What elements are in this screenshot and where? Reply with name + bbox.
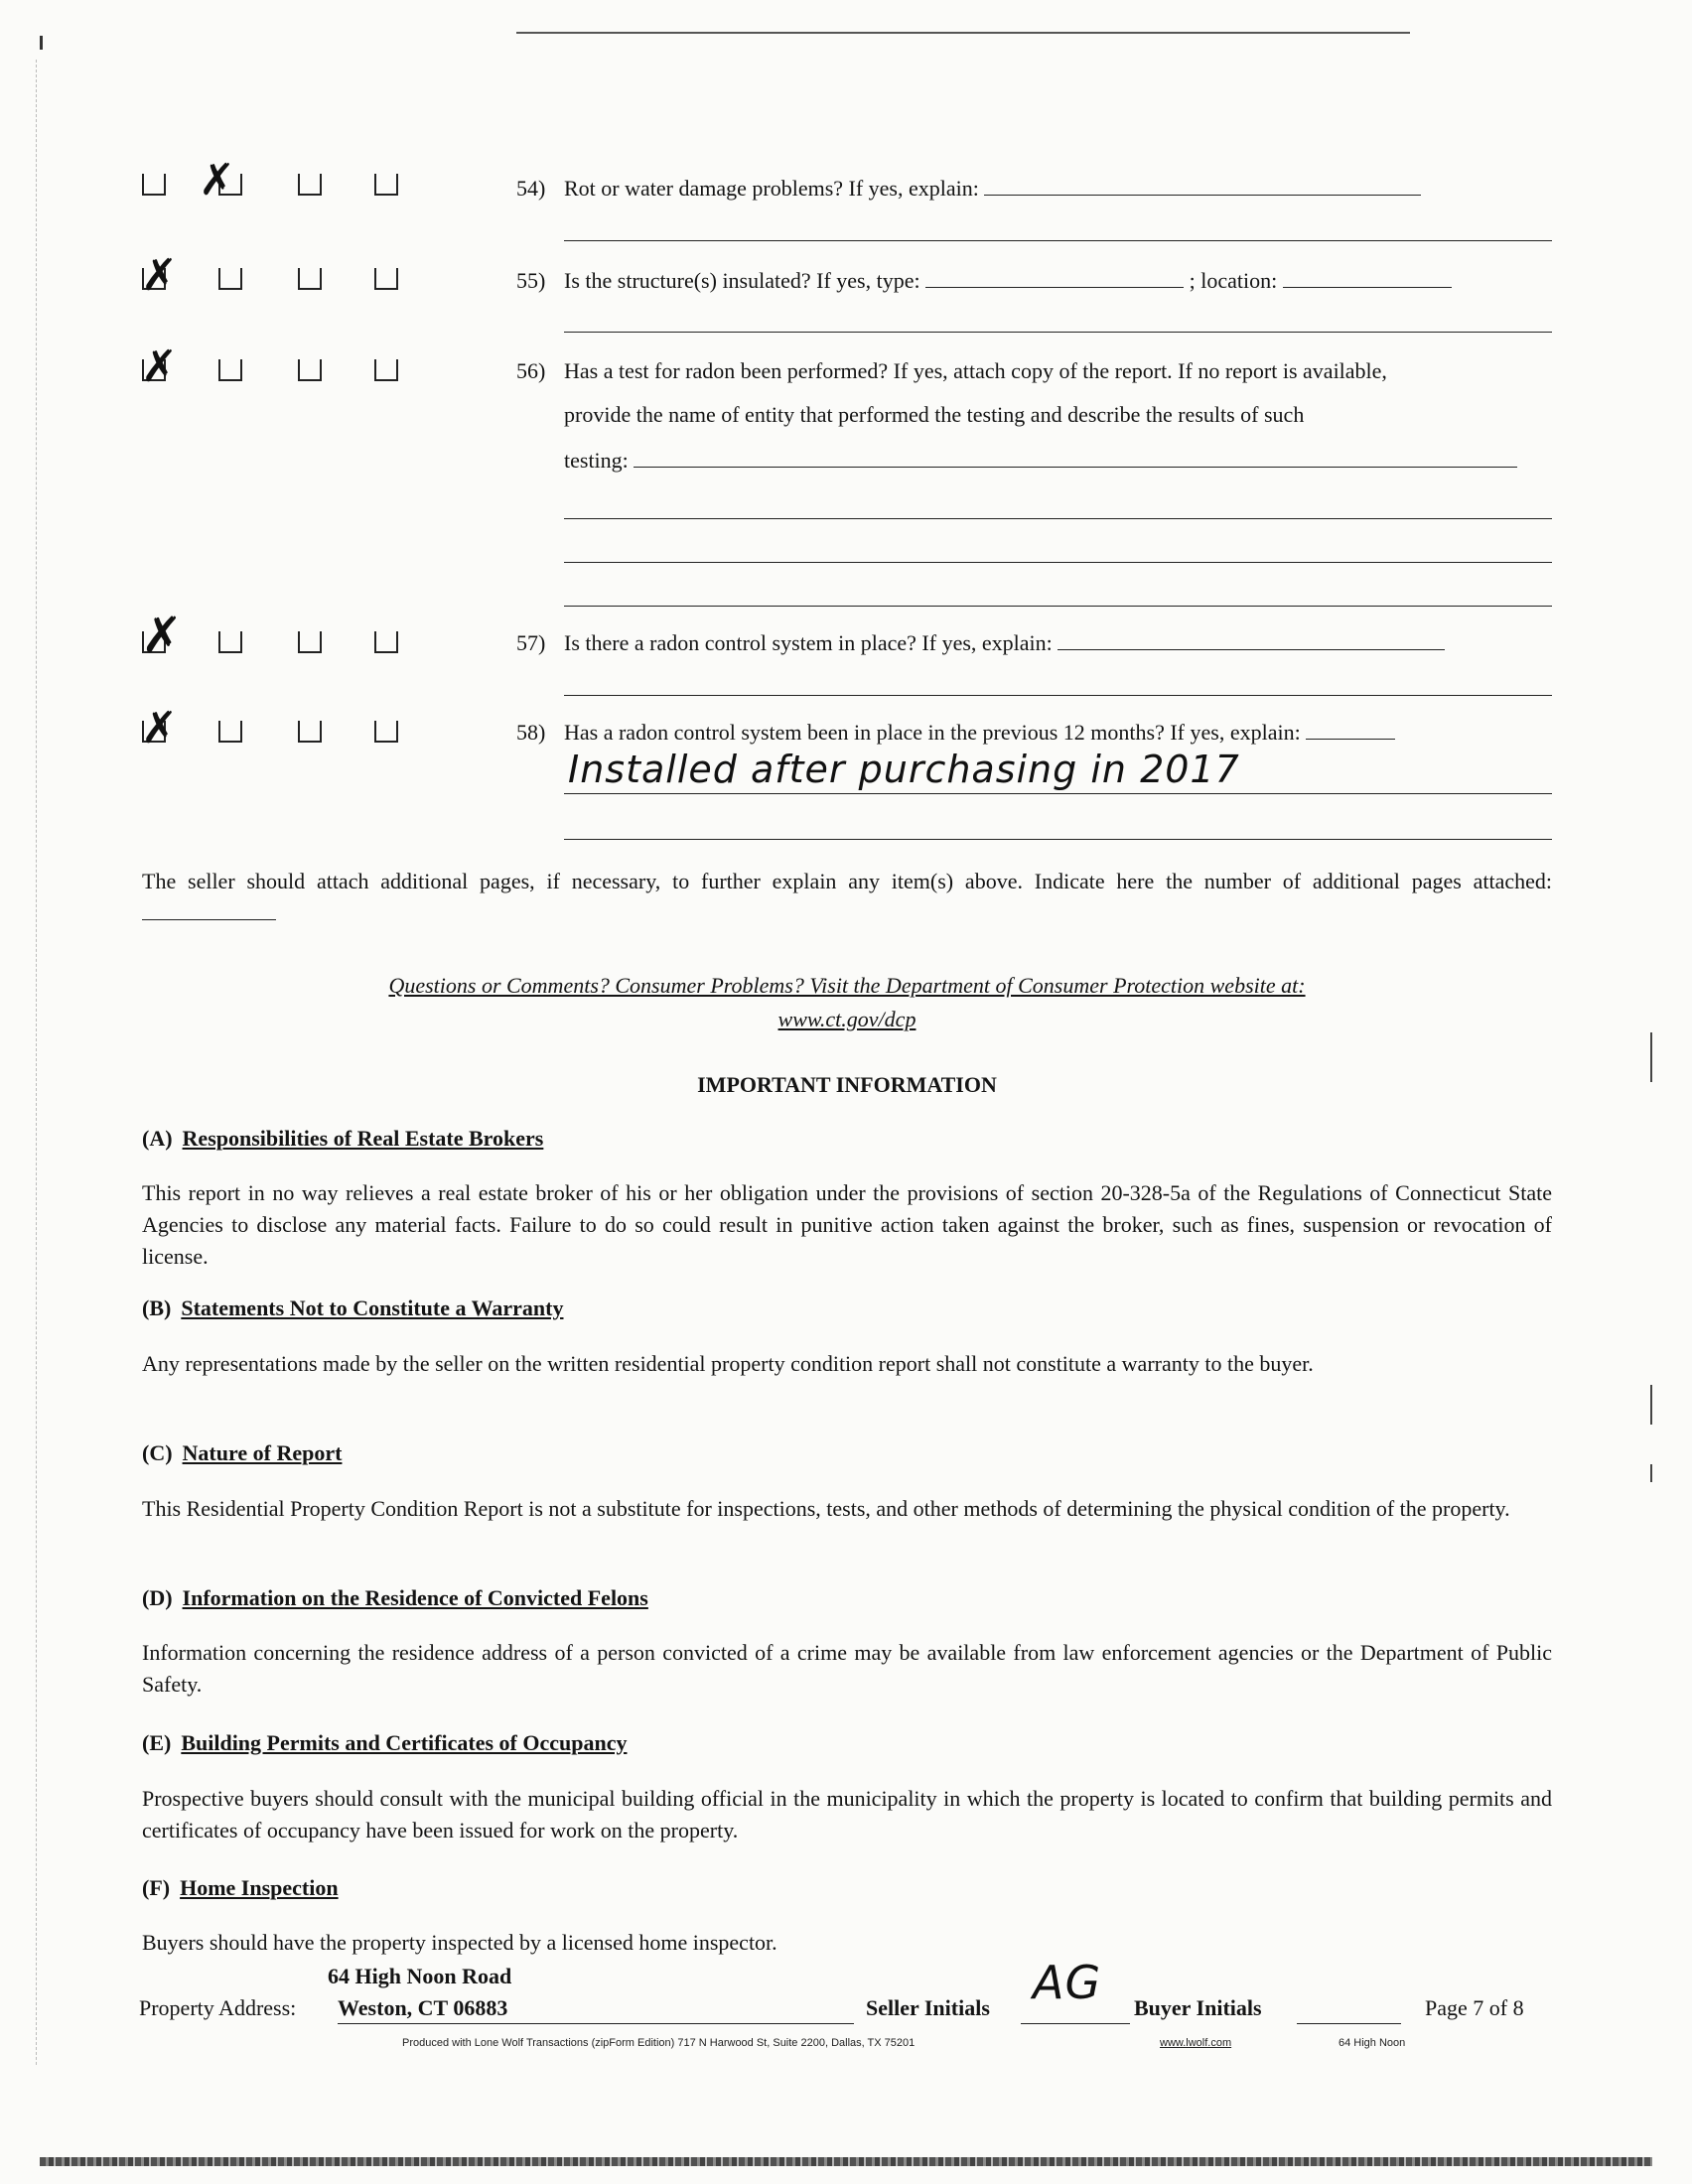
- check-mark: ✗: [141, 250, 178, 301]
- section-title: Building Permits and Certificates of Occupancy: [181, 1730, 628, 1755]
- section-title: Home Inspection: [180, 1875, 339, 1900]
- check-mark: ✗: [141, 703, 178, 753]
- explain-line[interactable]: [564, 518, 1552, 519]
- section-a-body: This report in no way relieves a real estate broker of his or her obligation under the provisions of section 20-328-5a of the Regulations of Connecticut State Agencies to disclose any material facts. Failure to do so could result in punitive action taken against the broker, such as fines, suspension or revocation of license.: [142, 1180, 1552, 1269]
- section-title: Statements Not to Constitute a Warranty: [181, 1296, 564, 1320]
- checkbox-na[interactable]: [374, 721, 398, 743]
- checkbox-unknown[interactable]: [298, 721, 322, 743]
- testing-field[interactable]: [634, 447, 1517, 468]
- section-label: (C): [142, 1440, 173, 1465]
- explain-line[interactable]: [564, 606, 1552, 607]
- section-label: (D): [142, 1585, 173, 1610]
- question-text: provide the name of entity that performed the testing and describe the results of such: [564, 402, 1305, 427]
- checkbox-unknown[interactable]: [298, 631, 322, 653]
- question-text: Has a test for radon been performed? If yes, attach copy of the report. If no report is available,: [564, 358, 1387, 383]
- section-f-heading: [142, 1875, 339, 1901]
- location-label: ; location:: [1189, 268, 1278, 293]
- checkbox-na[interactable]: [374, 268, 398, 290]
- buyer-initials-field[interactable]: [1297, 2023, 1401, 2024]
- question-text: Has a radon control system been in place in the previous 12 months? If yes, explain:: [564, 720, 1301, 745]
- section-b-body: Any representations made by the seller on the written residential property condition report shall not constitute a warranty to the buyer.: [142, 1351, 1314, 1376]
- checkbox-unknown[interactable]: [298, 268, 322, 290]
- question-number: 57): [516, 630, 546, 655]
- section-c-body: This Residential Property Condition Report is not a substitute for inspections, tests, and other methods of determining the physical condition of the property.: [142, 1496, 1510, 1521]
- check-mark: ✗: [141, 341, 178, 392]
- question-number: 54): [516, 176, 546, 201]
- consumer-protection-link[interactable]: www.ct.gov/dcp: [777, 1007, 916, 1031]
- scan-right-mark: [1650, 1032, 1652, 1082]
- scan-left-mark: [40, 36, 43, 50]
- handwritten-answer: Installed after purchasing in 2017: [568, 748, 1240, 791]
- section-label: (A): [142, 1126, 173, 1151]
- buyer-initials-label: Buyer Initials: [1134, 1995, 1262, 2020]
- checkbox-yes[interactable]: [142, 174, 166, 196]
- section-b-heading: [142, 1296, 564, 1321]
- section-d-heading: [142, 1585, 648, 1611]
- checkbox-na[interactable]: [374, 631, 398, 653]
- question-text: testing:: [564, 448, 629, 473]
- question-text: Is there a radon control system in place? If yes, explain:: [564, 630, 1053, 655]
- section-d-body: Information concerning the residence address of a person convicted of a crime may be available from law enforcement agencies or the Department of Public Safety.: [142, 1640, 1552, 1697]
- important-information-heading: IMPORTANT INFORMATION: [697, 1072, 997, 1097]
- location-field[interactable]: [1283, 267, 1452, 288]
- section-f-body: Buyers should have the property inspected by a licensed home inspector.: [142, 1930, 777, 1955]
- scan-left-edge: [36, 60, 37, 2065]
- checkbox-unknown[interactable]: [298, 359, 322, 381]
- explain-line[interactable]: [564, 839, 1552, 840]
- checkbox-no[interactable]: [218, 631, 242, 653]
- seller-initials-signature: AG: [1033, 1956, 1102, 2009]
- additional-pages-note: [142, 866, 1552, 929]
- question-number: 55): [516, 268, 546, 293]
- consumer-protection-notice: Questions or Comments? Consumer Problems? Visit the Department of Consumer Protection website at:: [388, 973, 1306, 998]
- producer-website[interactable]: www.lwolf.com: [1160, 2037, 1232, 2049]
- check-mark: ✗: [141, 607, 183, 664]
- explain-field[interactable]: [1306, 719, 1395, 740]
- checkbox-na[interactable]: [374, 174, 398, 196]
- checkbox-na[interactable]: [374, 359, 398, 381]
- checkbox-no[interactable]: [218, 721, 242, 743]
- check-mark: ✗: [199, 155, 235, 205]
- type-field[interactable]: [925, 267, 1184, 288]
- section-a-heading: [142, 1126, 543, 1152]
- explain-line[interactable]: [564, 562, 1552, 563]
- property-city: Weston, CT 06883: [338, 1995, 854, 2024]
- scan-bottom-edge: [40, 2157, 1652, 2166]
- property-street: 64 High Noon Road: [328, 1964, 512, 1988]
- section-label: (F): [142, 1875, 171, 1900]
- scan-right-mark: [1650, 1464, 1652, 1482]
- section-c-heading: [142, 1440, 342, 1466]
- section-label: (B): [142, 1296, 172, 1320]
- scan-right-mark: [1650, 1385, 1652, 1425]
- explain-field[interactable]: [1058, 629, 1445, 650]
- section-title: Nature of Report: [182, 1440, 343, 1465]
- checkbox-no[interactable]: [218, 359, 242, 381]
- question-text: Rot or water damage problems? If yes, explain:: [564, 176, 979, 201]
- explain-line[interactable]: [564, 695, 1552, 696]
- page-number: Page 7 of 8: [1425, 1995, 1524, 2020]
- question-text: Is the structure(s) insulated? If yes, type:: [564, 268, 920, 293]
- question-number: 56): [516, 358, 546, 383]
- producer-credit: Produced with Lone Wolf Transactions (zipForm Edition) 717 N Harwood St, Suite 2200, Dallas, TX 75201: [402, 2037, 916, 2049]
- additional-pages-text: The seller should attach additional pages, if necessary, to further explain any item(s) above. Indicate here the number of additional pages attached:: [142, 869, 1552, 893]
- explain-field[interactable]: [984, 175, 1421, 196]
- explain-line[interactable]: [564, 240, 1552, 241]
- checkbox-unknown[interactable]: [298, 174, 322, 196]
- question-number: 58): [516, 720, 546, 745]
- file-name: 64 High Noon: [1339, 2037, 1406, 2049]
- section-e-heading: [142, 1730, 627, 1756]
- seller-initials-field[interactable]: [1021, 2023, 1130, 2024]
- section-title: Responsibilities of Real Estate Brokers: [182, 1126, 544, 1151]
- section-label: (E): [142, 1730, 172, 1755]
- section-e-body: Prospective buyers should consult with the municipal building official in the municipality in which the property is located to confirm that building permits and certificates of occupancy have been issued for work on the property.: [142, 1786, 1552, 1843]
- section-title: Information on the Residence of Convicted Felons: [182, 1585, 648, 1610]
- explain-line[interactable]: [564, 793, 1552, 794]
- additional-pages-field[interactable]: [142, 899, 276, 920]
- explain-line[interactable]: [564, 332, 1552, 333]
- scan-top-line: [516, 32, 1410, 34]
- seller-initials-label: Seller Initials: [866, 1995, 990, 2020]
- property-address-label: Property Address:: [139, 1995, 297, 2020]
- checkbox-no[interactable]: [218, 268, 242, 290]
